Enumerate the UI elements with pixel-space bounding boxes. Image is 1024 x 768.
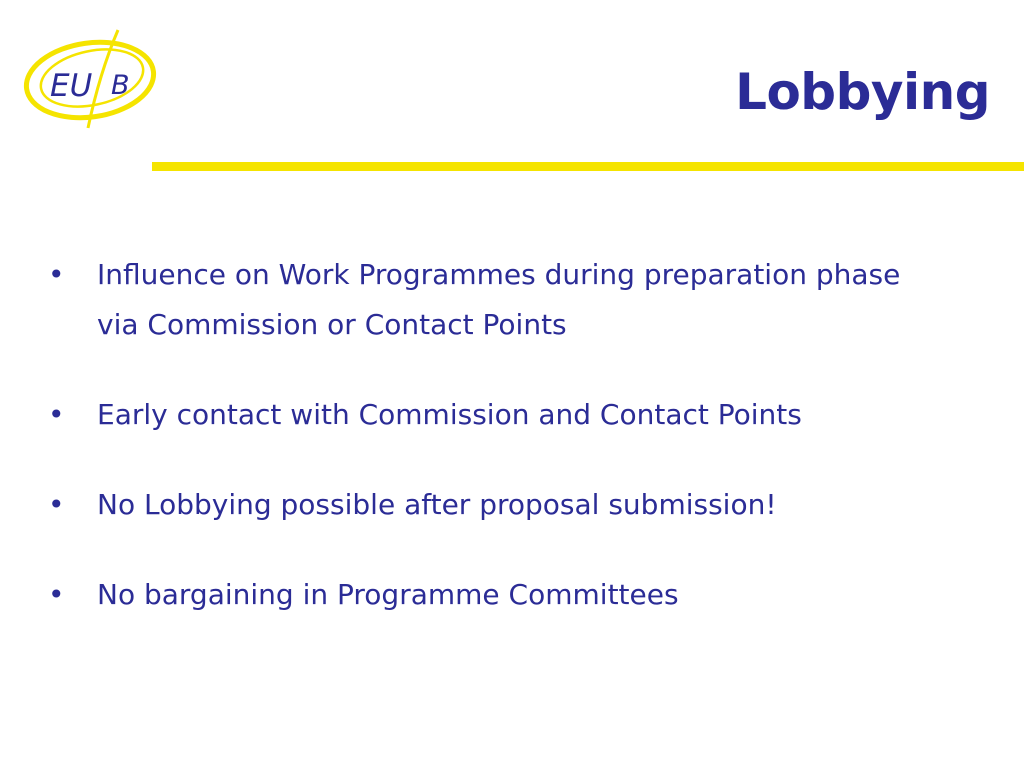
eub-logo-graphic (20, 28, 160, 133)
eub-logo (20, 28, 160, 133)
bullet-marker: • (48, 398, 65, 431)
bullet-marker: • (48, 258, 65, 291)
bullet-item (0, 570, 1024, 620)
bullet-marker: • (48, 578, 65, 611)
bullet-marker: • (48, 488, 65, 521)
bullet-text: No bargaining in Programme Committees (97, 578, 679, 611)
bullet-item (0, 480, 1024, 530)
bullet-text: Early contact with Commission and Contact Points (97, 398, 802, 431)
bullet-text: No Lobbying possible after proposal submission! (97, 488, 777, 521)
slide-title: Lobbying (735, 63, 990, 121)
bullet-item (0, 390, 1024, 440)
bullet-list (0, 250, 1024, 620)
title-underline-rule (152, 162, 1024, 171)
logo-text-b: B (111, 70, 130, 101)
bullet-text: Influence on Work Programmes during preparation phase via Commission or Contact Points (97, 258, 901, 341)
bullet-item (0, 250, 1024, 350)
logo-text-eu: EU (50, 68, 93, 104)
